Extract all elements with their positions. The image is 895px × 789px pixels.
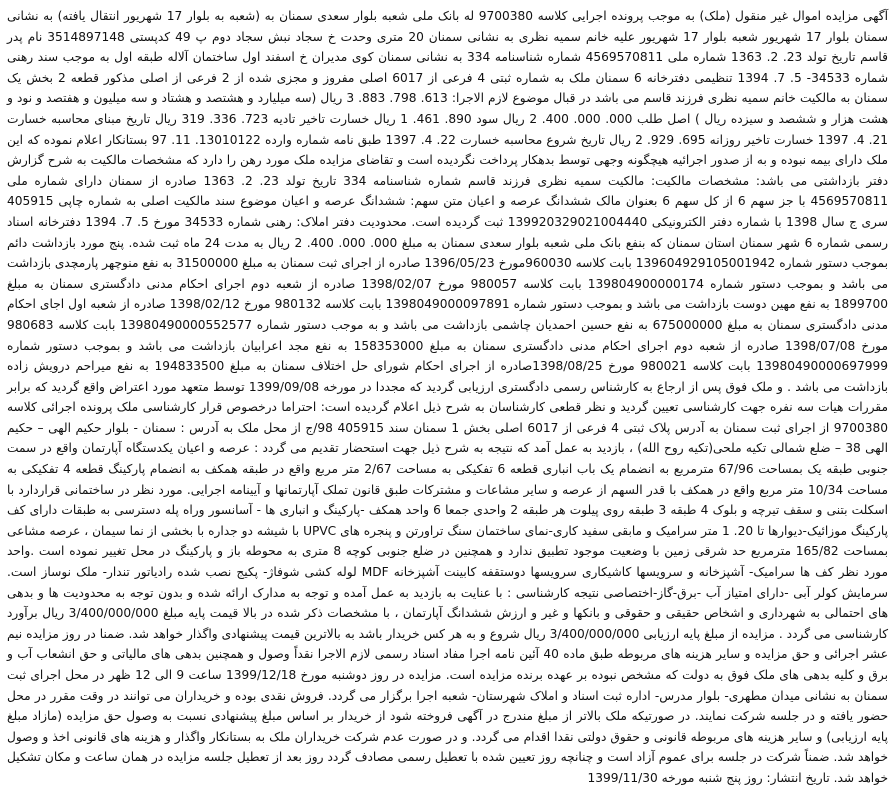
auction-notice-text: آگهی مزایده اموال غیر منقول (ملک) به موجب پرونده اجرایی کلاسه 9700380 له بانک ملی شعبه بلوار سعدی سمنان به (شعبه به بلوار 17 شهریور انتقال یافته) به نشانی سمنان بلوار 17 شهریور شعبه بلوار 17 شهریور علیه خانم سمیه نظری به نشانی سمنان 20 متری وحدت خ سجاد نبش سجاد دوم پ 49 کدپستی 3514897148 نام پدر قاسم تاریخ تولد 23. 2. 1363 شماره ملی 4569570811 شماره شناسنامه 334 به نشانی سمنان کوی مدیران خ اسفند اول ساختمان آلاله طبقه اول به موجب سند رهنی شماره 34533- 5. 7. 1394 تنظیمی دفترخانه 6 سمنان ملک به شماره ثبتی 4 فرعی از 6017 اصلی مفروز و مجزی شده از 2 فرعی از اصلی مذکور قطعه 2 بخش یک سمنان به مالکیت خانم سمیه نظری فرزند قاسم می باشد در قبال موضوع لازم الاجرا: 613. 798. 883. 3 ریال (سه میلیارد و هشتصد و هشتاد و سه میلیون و هفتصد و نود و هشت هزار و ششصد و سیزده ریال ) اصل طلب 000. 000. 400. 2 ریال سود 890. 461. 1 ریال خسارت تاخیر تادیه 723. 336. 319 ریال تاریخ مبنای محاسبه خسارت 21. 4. 1397 خسارت تاخیر روزانه 695. 929. 2 ریال تاریخ شروع محاسبه خسارت 22. 4. 1397 طبق نامه شماره وارده 13010122. 11. 97 بستانکار اعلام نموده که این ملک دارای بیمه نبوده و به از صدور اجرائیه هیچگونه وجهی توسط بدهکار پرداخت نگردیده است و تقاضای مزایده ملک مورد رهن را دارد که مشخصات مالکیت به شرح گزارش دفتر بازداشتی می باشد: مشخصات مالکیت: مالکیت سمیه نظری فرزند قاسم شماره شناسنامه 334 تاریخ تولد 23. 2. 1363 صادره از سمنان دارای شماره ملی 4569570811 با جز سهم 6 از کل سهم 6 بعنوان مالک ششدانگ عرصه و اعیان متن سهم: ششدانگ عرصه و اعیان موضوع سند مالکیت اصلی به شماره چاپی 405915 سری ج سال 1398 با شماره دفتر الکترونیکی 139920329021004440 ثبت گردیده است. محدودیت دفتر املاک: رهنی شماره 34533 مورخ 5. 7. 1394 دفترخانه اسناد رسمی شماره 6 شهر سمنان استان سمنان که بنفع بانک ملی شعبه بلوار سعدی سمنان به مبلغ 000. 000. 400. 2 ریال به مدت 24 ماه ثبت شده. پنج مورد بازداشت دائم بموجب دستور شماره 139604929105001942 بابت کلاسه 960030مورخ 1396/05/23 صادره از اجرای ثبت سمنان به مبلغ 31500000 به نفع منوچهر پارمچدی بازداشت می باشد و بموجب دستور شماره 139804900000174 بابت کلاسه 980057 مورخ 1398/02/07 صادره از شعبه دوم اجرای احکام مدنی دادگستری سمنان به مبلغ 1899700 به نفع مهین دوست بازداشت می باشد و بموجب دستور شماره 1398049000097891 بابت کلاسه 980132 مورخ 1398/02/12 صادره از شعبه اول اجای احکام مدنی دادگستری سمنان به مبلغ 675000000 به نفع حسین احمدیان چاشمی بازداشت می باشد و به موجب دستور شماره 13980490000552577 بابت کلاسه 980683 مورخ 1398/07/08 صادره از شعبه دوم اجرای احکام مدنی دادگستری سمنان به مبلغ 158353000 به نفع مجد اعرابیان بازداشت می باشد و بموجب دستور شماره 13980490000697999 بابت کلاسه 980021 مورخ 1398/08/25صادره از اجرای احکام شورای حل اختلاف سمنان به مبلغ 194833500 به نفع میراحم درویش زاده بازداشت می باشد . و ملک فوق پس از ارجاع به کارشناس رسمی دادگستری ارزیابی گردید که مجددا در مورخه 1399/09/08 توسط متعهد مورد اعتراض واقع گردید که برابر مقررات هیات سه نفره جهت کارشناسی تعیین گردید و نظر قطعی کارشناسان به شرح ذیل اعلام گردیده است: احتراما درخصوص قرار کارشناسی ملک پرونده اجرائی کلاسه 9700380 از اجرای ثبت سمنان به آدرس پلاک ثبتی 4 فرعی از 6017 اصلی بخش 1 سمنان سند 405915 98/ج از محل ملک به آدرس : سمنان - بلوار حکیم الهی – حکیم الهی 38 – ضلع شمالی تکیه ملحی(تکیه روح الله) ، بازدید به عمل آمد که نتیجه به شرح ذیل جهت استحضار تقدیم می گردد : عرصه و اعیان یکدستگاه آپارتمان واقع در سمت جنوبی طبقه یک بمساحت 67/96 مترمربع به انضمام یک باب انباری قطعه 6 تفکیکی به مساحت 2/67 متر مربع واقع در طبقه همکف به انضمام پارکینگ قطعه 4 تفکیکی به مساحت 10/34 متر مربع واقع در همکف با قدر السهم از عرصه و سایر مشاعات و مشترکات طبق قانون تملک آپارتمانها و آیینامه اجرایی. مورد نظر در ساختمانی قراردارد با اسکلت بتنی و سقف تیرچه و بلوک 4 طبقه 3 طبقه روی پیلوت هر طبقه 2 واحدی جمعا 6 واحد همکف -پارکینگ و انباری ها - آسانسور وراه پله دسترسی به طبقات دارای کف پارکینگ موزائیک-دیوارها تا 20. 1 متر سرامیک و مابقی سفید کاری-نمای ساختمان سنگ تراورتن و پنجره های UPVC با شیشه دو جداره با بخشی از نما سیمان ، عرصه مشاعی بمساحت 165/82 مترمربع حد شرقی زمین با وضعیت موجود تطبیق ندارد و همچنین در ضلع جنوبی کوچه 8 متری به محوطه باز و پارکینگ در محل تغییر نموده است .واحد مورد نظر کف ها سرامیک- آشپزخانه و سرویسها کاشیکاری سرویسها دوستقفه کابینت آشپزخانه MDF لوله کشی شوفاژ- پکیج نصب شده رادیاتور تندار- ملک نوساز است. سرمایش کولر آبی -دارای امتیاز آب -برق-گاز-اختصاصی نتیجه کارشناسی : با عنایت به بازدید به عمل آمده و توجه به مدارک ارائه شده و بدون توجه به محدودیت ها و بدهی های احتمالی به شهرداری و اشخاص حقیقی و حقوقی و بانکها و غیر و ارزش ششدانگ آپارتمان ، با مشخصات ذکر شده در بالا قیمت پایه مبلغ 3/400/000/000 ریال برآورد کارشناسی می گردد . مزایده از مبلغ پایه ارزیابی 3/400/000/000 ریال شروع و به هر کس خریدار باشد به بالاترین قیمت پیشنهادی واگذار خواهد شد. ضمنا در روز مزایده نیم عشر اجرائی و حق مزایده و سایر هزینه های مربوطه طبق ماده 40 آئین نامه اجرا مفاد اسناد رسمی لازم الاجرا نقداً وصول و همچنین بدهی های مالیاتی و حق انشعاب آب و برق و کلیه بدهی های ملک فوق به دولت که مشخص نبوده بر عهده برنده مزایده است. مزایده در روز دوشنبه مورخ 1399/12/18 ساعت 9 الی 12 ظهر در محل اجرای ثبت سمنان به نشانی میدان مطهری- بلوار مدرس- اداره ثبت اسناد و املاک شهرستان- شعبه اجرا برگزار می گردد. فروش نقدی بوده و خریداران می توانند در وقت مقرر در محل حضور یافته و در جلسه شرکت نمایند. در صورتیکه ملک بالاتر از مبلغ مندرج در آگهی فروخته شود از خریدار بر اساس مبلغ پیشنهادی نسبت به وصول حق مزایده (مازاد مبلغ پایه ارزیابی) و سایر هزینه های مربوطه قانونی و حقوق دولتی نقدا اقدام می گردد. و در صورت عدم شرکت خریداران ملک به بستانکار واگذار و هزینه های قانونی اخذ و وصول خواهد شد. ضمناً شرکت در جلسه برای عموم آزاد است و چنانچه روز تعیین شده با تعطیل رسمی مصادف گردد روز بعد از تعطیل جلسه مزایده در همان ساعت و مکان تشکیل خواهد شد. تاریخ انتشار: روز پنج شنبه مورخه 1399/11/30: [7, 9, 889, 785]
